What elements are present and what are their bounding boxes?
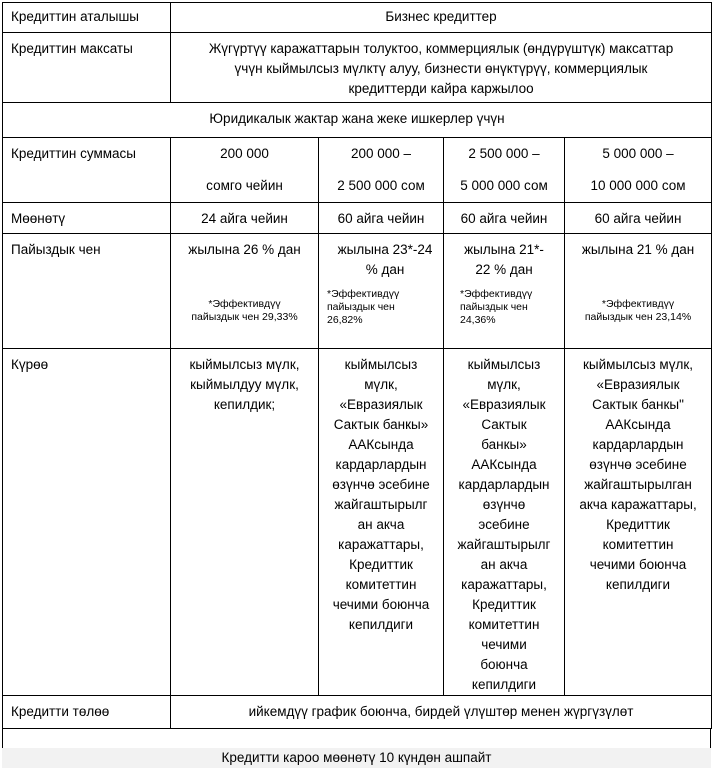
audience-row: Юридикалык жактар жана жеке ишкерлер үчүн xyxy=(3,103,712,138)
purpose-value: Жүгүртүү каражаттарын толуктоо, коммерциялык (өндүрүштүк) максаттар үчүн кыймылсыз мүлктү алуу, бизнести өнүктүрүү, коммерциялык кредиттерди кайра каржылоо xyxy=(171,33,712,103)
table-row xyxy=(3,696,712,729)
amount-value: 200 000 – 2 500 000 сом xyxy=(319,138,444,203)
rate-label: Пайыздык чен xyxy=(3,234,171,349)
amount-value: 2 500 000 – 5 000 000 сом xyxy=(444,138,565,203)
term-value: 60 айга чейин xyxy=(444,203,565,234)
term-value: 60 айга чейин xyxy=(565,203,712,234)
amount-value: 5 000 000 – 10 000 000 сом xyxy=(565,138,712,203)
rate-cell xyxy=(171,234,319,349)
table-row xyxy=(3,33,712,103)
header-label: Кредиттин аталышы xyxy=(3,3,171,33)
table-row xyxy=(3,138,712,203)
term-label: Мөөнөтү xyxy=(3,203,171,234)
effective-rate-note: *Эффективдүү пайыздык чен 26,82% xyxy=(327,288,400,326)
table-row xyxy=(3,234,712,349)
rate-value: жылына 21 % дан xyxy=(581,242,695,257)
collateral-label: Күрөө xyxy=(3,349,171,696)
effective-rate-note: *Эффективдүү пайыздык чен 29,33% xyxy=(191,298,298,323)
amount-label: Кредиттин суммасы xyxy=(3,138,171,203)
term-value: 60 айга чейин xyxy=(319,203,444,234)
repayment-label: Кредитти төлөө xyxy=(3,696,171,729)
table-row xyxy=(3,349,712,696)
review-term-footer: Кредитти кароо мөөнөтү 10 күндөн ашпайт xyxy=(2,748,711,768)
table-row xyxy=(3,3,712,33)
rate-value: жылына 23*-24 % дан xyxy=(337,242,433,277)
rate-cell xyxy=(319,234,444,349)
collateral-value: кыймылсыз мүлк, «Евразиялык Сактык банкы» ААКсында кардарлардын өзүнчө эсебине жайгаштырылг ан акча каражаттары, Кредиттик комитеттин чечими боюнча кепилдиги xyxy=(444,349,565,696)
credit-terms-table xyxy=(2,2,712,729)
term-value: 24 айга чейин xyxy=(171,203,319,234)
rate-value: жылына 26 % дан xyxy=(188,242,301,257)
rate-cell xyxy=(444,234,565,349)
footer-gap xyxy=(2,728,711,748)
header-value: Бизнес кредиттер xyxy=(171,3,712,33)
amount-value: 200 000 сомго чейин xyxy=(171,138,319,203)
rate-value: жылына 21*- 22 % дан xyxy=(464,242,544,277)
table-row xyxy=(3,103,712,138)
purpose-label: Кредиттин максаты xyxy=(3,33,171,103)
collateral-value: кыймылсыз мүлк, кыймылдуу мүлк, кепилдик; xyxy=(171,349,319,696)
effective-rate-note: *Эффективдүү пайыздык чен 23,14% xyxy=(584,298,692,323)
table-row xyxy=(3,203,712,234)
repayment-value: ийкемдүү график боюнча, бирдей үлүштөр менен жүргүзүлөт xyxy=(171,696,712,729)
rate-cell xyxy=(565,234,712,349)
collateral-value: кыймылсыз мүлк, «Евразиялык Сактык банкы" ААКсында кардарлардын өзүнчө эсебине жайгаштырылган акча каражаттары, Кредиттик комитеттин чечими боюнча кепилдиги xyxy=(565,349,712,696)
effective-rate-note: *Эффективдүү пайыздык чен 24,36% xyxy=(460,288,533,326)
collateral-value: кыймылсыз мүлк, «Евразиялык Сактык банкы» ААКсында кардарлардын өзүнчө эсебине жайгаштырылг ан акча каражаттары, Кредиттик комитеттин чечими боюнча кепилдиги xyxy=(319,349,444,696)
